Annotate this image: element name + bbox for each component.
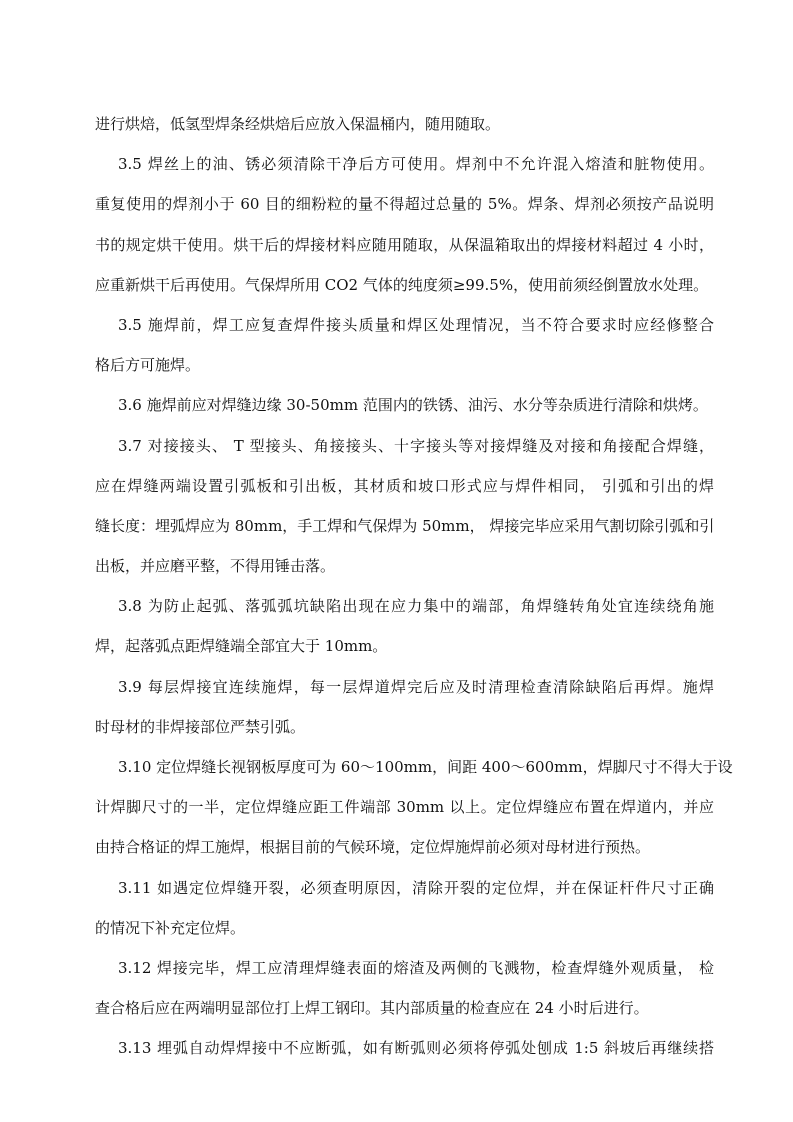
text-line: 3.13 埋弧自动焊焊接中不应断弧，如有断弧则必须将停弧处刨成 1:5 斜坡后再继续搭 [118,1039,714,1058]
text-line: 书的规定烘干使用。烘干后的焊接材料应随用随取，从保温箱取出的焊接材料超过 4 小时， [95,235,714,254]
text-line: 3.10 定位焊缝长视钢板厚度可为 60～100mm，间距 400～600mm，焊脚尺寸不得大于设 [118,758,733,776]
text-line: 3.6 施焊前应对焊缝边缘 30-50mm 范围内的铁锈、油污、水分等杂质进行清除和烘烤。 [118,396,708,415]
text-line: 3.12 焊接完毕，焊工应清理焊缝表面的熔渣及两侧的飞溅物，检查焊缝外观质量， 检 [118,958,714,977]
paragraph [95,104,714,144]
text-line: 格后方可施焊。 [95,356,201,375]
text-line: 3.9 每层焊接宜连续施焊，每一层焊道焊完后应及时清理检查清除缺陷后再焊。施焊 [118,677,714,696]
paragraph [95,144,714,305]
text-line: 时母材的非焊接部位严禁引弧。 [95,717,306,736]
text-line: 3.7 对接接头、 T 型接头、角接接头、十字接头等对接焊缝及对接和角接配合焊缝， [118,436,714,455]
paragraph [95,426,714,587]
paragraph [95,1028,714,1068]
text-line: 重复使用的焊剂小于 60 目的细粉粒的量不得超过总量的 5%。焊条、焊剂必须按产品说明 [95,195,714,214]
paragraph [95,747,733,868]
text-line: 的情况下补充定位焊。 [95,918,246,937]
paragraph [95,948,714,1028]
text-line: 焊，起落弧点距焊缝端全部宜大于 10mm。 [95,637,388,656]
text-line: 3.5 施焊前，焊工应复查焊件接头质量和焊区处理情况，当不符合要求时应经修整合 [118,315,714,334]
text-line: 出板，并应磨平整，不得用锤击落。 [95,557,336,576]
text-line: 计焊脚尺寸的一半，定位焊缝应距工件端部 30mm 以上。定位焊缝应布置在焊道内，并应 [95,798,714,817]
text-line: 应重新烘干后再使用。气保焊所用 CO2 气体的纯度须≥99.5%，使用前须经倒置放水处理。 [95,275,709,294]
text-line: 3.11 如遇定位焊缝开裂，必须查明原因，清除开裂的定位焊，并在保证杆件尺寸正确 [118,878,714,897]
paragraph [95,385,714,425]
paragraph [95,305,714,385]
text-line: 由持合格证的焊工施焊，根据目前的气候环境，定位焊施焊前必须对母材进行预热。 [95,838,651,857]
text-line: 进行烘焙，低氢型焊条经烘焙后应放入保温桶内，随用随取。 [95,115,501,133]
text-line: 3.5 焊丝上的油、锈必须清除干净后方可使用。焊剂中不允许混入熔渣和脏物使用。 [118,155,714,174]
text-line: 3.8 为防止起弧、落弧弧坑缺陷出现在应力集中的端部，角焊缝转角处宜连续绕角施 [118,597,714,616]
paragraph [95,868,714,948]
paragraph [95,667,714,747]
document-page [95,104,733,1069]
paragraph [95,586,714,666]
text-line: 查合格后应在两端明显部位打上焊工钢印。其内部质量的检查应在 24 小时后进行。 [95,999,649,1018]
text-line: 缝长度：埋弧焊应为 80mm，手工焊和气保焊为 50mm， 焊接完毕应采用气割切除引弧和引 [95,516,715,535]
text-line: 应在焊缝两端设置引弧板和引出板，其材质和坡口形式应与焊件相同， 引弧和引出的焊 [95,476,714,495]
